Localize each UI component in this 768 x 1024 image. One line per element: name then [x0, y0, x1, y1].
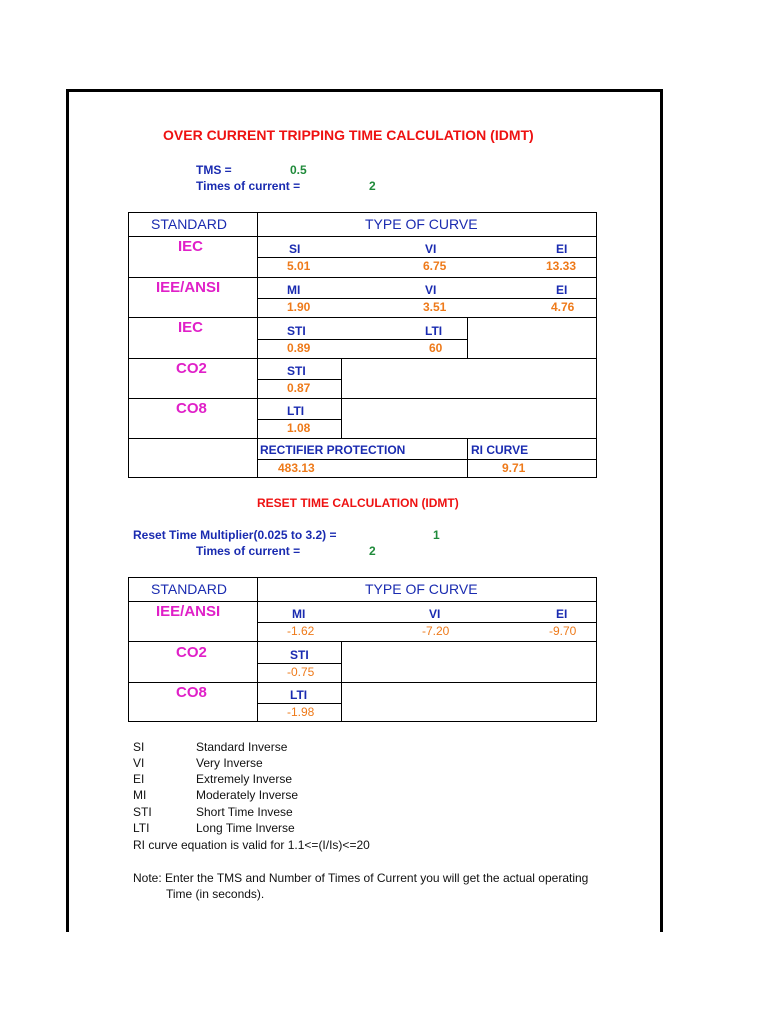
- curve-value: 4.76: [551, 300, 575, 314]
- legend-abbr: SI: [133, 740, 145, 754]
- curve-value: -9.70: [549, 624, 577, 638]
- row-standard: CO2: [176, 360, 207, 377]
- legend-desc: Moderately Inverse: [196, 788, 299, 802]
- curve-value: 60: [429, 341, 443, 355]
- page-title: OVER CURRENT TRIPPING TIME CALCULATION (IDMT): [163, 127, 534, 143]
- curve-value: -1.62: [287, 624, 315, 638]
- curve-value: -7.20: [422, 624, 450, 638]
- curve-label: STI: [287, 364, 306, 378]
- legend-abbr: EI: [133, 772, 145, 786]
- curve-value: 0.89: [287, 341, 311, 355]
- header-type-of-curve: TYPE OF CURVE: [365, 216, 478, 232]
- curve-label: VI: [425, 283, 437, 297]
- legend-abbr: MI: [133, 788, 147, 802]
- reset-multiplier-value[interactable]: 1: [433, 528, 440, 542]
- row-standard: IEC: [178, 319, 204, 336]
- legend-desc: Very Inverse: [196, 756, 263, 770]
- header-standard: STANDARD: [151, 581, 227, 597]
- curve-label: MI: [292, 607, 306, 621]
- row-standard: IEC: [178, 238, 204, 255]
- row-standard: CO8: [176, 400, 207, 417]
- ri-curve-value: 9.71: [502, 461, 526, 475]
- legend-abbr: STI: [133, 805, 152, 819]
- ri-curve-note: RI curve equation is valid for 1.1<=(I/Is)<=20: [133, 838, 370, 852]
- note-line-2: Time (in seconds).: [166, 887, 265, 901]
- note-line-1: Note: Enter the TMS and Number of Times of Current you will get the actual operating: [133, 871, 589, 885]
- curve-value: -1.98: [287, 705, 315, 719]
- curve-label: VI: [425, 242, 437, 256]
- curve-value: -0.75: [287, 665, 315, 679]
- times-current-label: Times of current =: [196, 179, 301, 193]
- row-standard: CO2: [176, 644, 207, 661]
- reset-title: RESET TIME CALCULATION (IDMT): [257, 496, 459, 510]
- header-type-of-curve: TYPE OF CURVE: [365, 581, 478, 597]
- row-standard: IEE/ANSI: [156, 603, 221, 620]
- row-standard: CO8: [176, 684, 207, 701]
- legend-abbr: LTI: [133, 821, 150, 835]
- curve-value: 0.87: [287, 381, 311, 395]
- curve-value: 1.08: [287, 421, 311, 435]
- curve-label: LTI: [290, 688, 308, 702]
- curve-value: 5.01: [287, 259, 311, 273]
- rectifier-label: RECTIFIER PROTECTION: [260, 443, 406, 457]
- curve-label: MI: [287, 283, 301, 297]
- curve-label: SI: [289, 242, 301, 256]
- curve-label: EI: [556, 242, 568, 256]
- reset-multiplier-label: Reset Time Multiplier(0.025 to 3.2) =: [133, 528, 337, 542]
- curve-label: STI: [287, 324, 306, 338]
- times-current-value[interactable]: 2: [369, 179, 376, 193]
- rectifier-value: 483.13: [278, 461, 315, 475]
- curve-value: 1.90: [287, 300, 311, 314]
- legend-desc: Extremely Inverse: [196, 772, 293, 786]
- curve-label: STI: [290, 648, 309, 662]
- ri-curve-label: RI CURVE: [471, 443, 529, 457]
- legend-desc: Long Time Inverse: [196, 821, 295, 835]
- curve-label: LTI: [287, 404, 305, 418]
- legend-desc: Short Time Invese: [196, 805, 293, 819]
- curve-value: 6.75: [423, 259, 447, 273]
- tms-value[interactable]: 0.5: [290, 163, 307, 177]
- times-current-label-2: Times of current =: [196, 544, 301, 558]
- curve-label: VI: [429, 607, 441, 621]
- curve-label: EI: [556, 283, 568, 297]
- curve-label: EI: [556, 607, 568, 621]
- curve-value: 13.33: [546, 259, 577, 273]
- curve-label: LTI: [425, 324, 443, 338]
- curve-value: 3.51: [423, 300, 447, 314]
- tms-label: TMS =: [196, 163, 232, 177]
- times-current-value-2[interactable]: 2: [369, 544, 376, 558]
- header-standard: STANDARD: [151, 216, 227, 232]
- legend-desc: Standard Inverse: [196, 740, 288, 754]
- row-standard: IEE/ANSI: [156, 279, 221, 296]
- legend-abbr: VI: [133, 756, 145, 770]
